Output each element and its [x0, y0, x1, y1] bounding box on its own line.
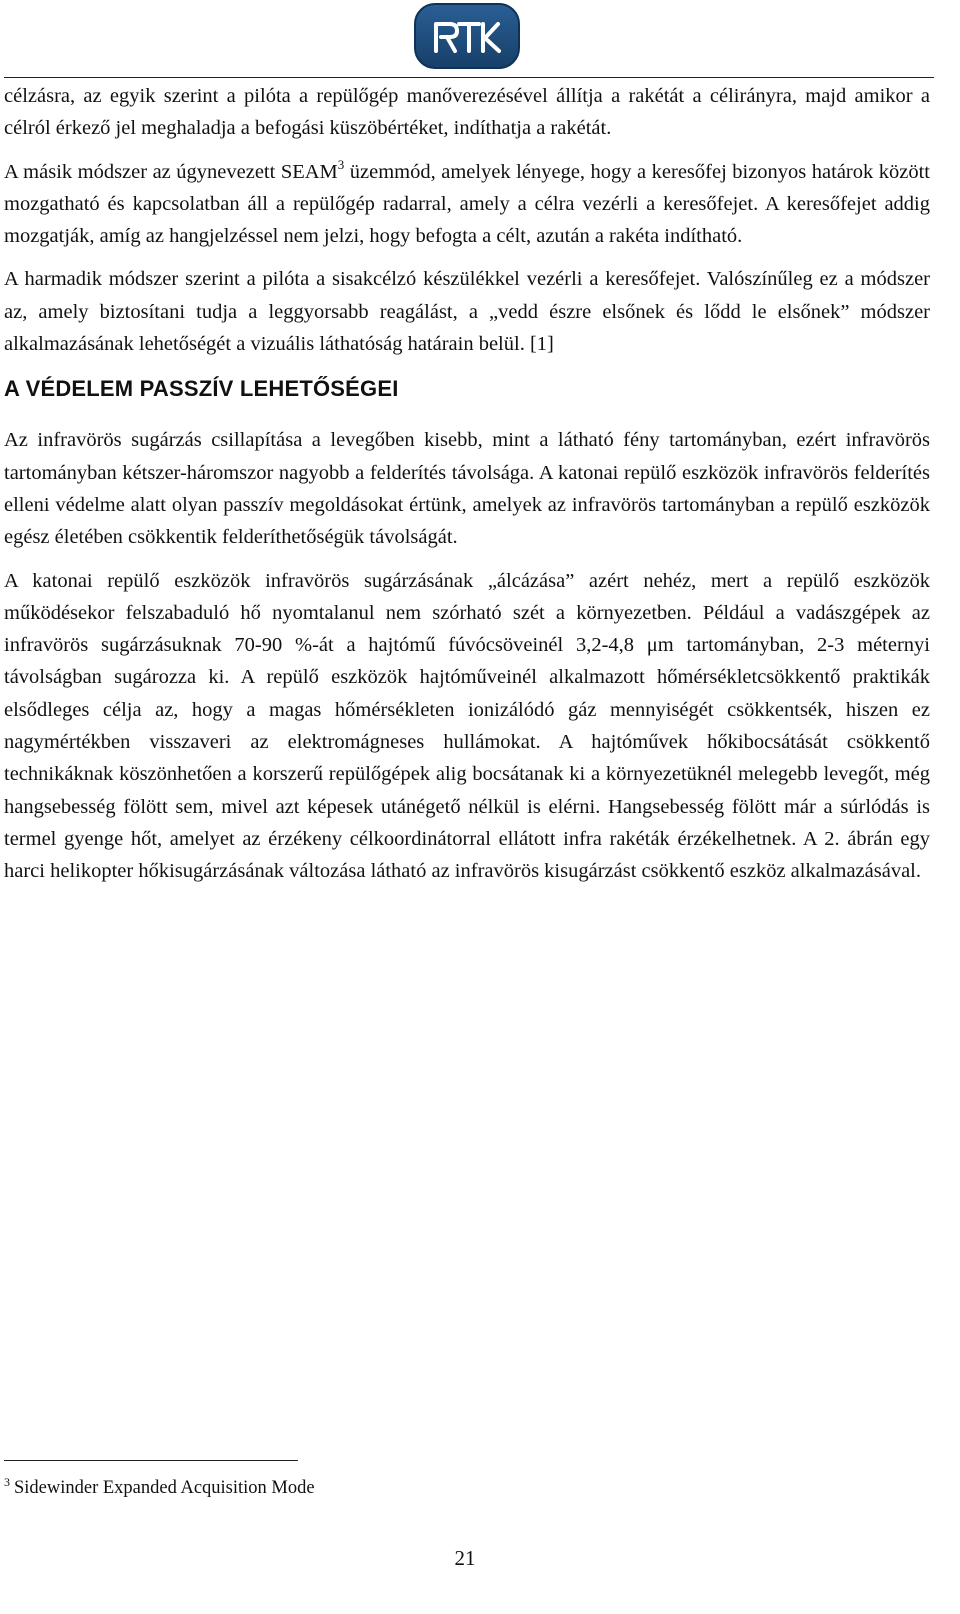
paragraph-2-rest: üzemmód, amelyek lényege, hogy a keresőfej bizonyos határok között mozgatható és kapcsolatban áll a repülőgép radarral, amely a célra vezérli a keresőfejet. A keresőfejet addig mozgatják, amíg az hangjelzéssel nem jelzi, hogy befogta a célt, azután a rakéta indítható. — [4, 160, 930, 248]
footnote-text: Sidewinder Expanded Acquisition Mode — [14, 1478, 315, 1498]
paragraph-5: A katonai repülő eszközök infravörös sugárzásának „álcázása” azért nehéz, mert a repülő eszközök működésekor felszabaduló hő nyomtalanul nem szórható szét a környezetben. Például a vadászgépek az infravörös sugárzásuknak 70-90 %-át a hajtómű fúvócsöveinél 3,2-4,8 μm tartományban, 2-3 méternyi távolságban sugározza ki. A repülő eszközök hajtóműveinél alkalmazott hőmérsékletcsökkentő praktikák elsődleges célja az, hogy a magas hőmérsékleten ionizálódó gáz mennyiségét csökkentsék, hiszen ez nagymértékben visszaveri az elektromágneses hullámokat. A hajtóművek hőkibocsátását csökkentő technikáknak köszönhetően a korszerű repülőgépek alig bocsátanak ki a környezetüknél melegebb levegőt, még hangsebesség fölött sem, mivel azt képesek utánégető nélkül is elérni. Hangsebesség fölött már a súrlódás is termel gyenge hőt, amelyet az érzékeny célkoordinátorral ellátott infra rakéták érzékelhetnek. A 2. ábrán egy harci helikopter hőkisugárzásának változása látható az infravörös kisugárzást csökkentő eszköz alkalmazásával. — [4, 569, 930, 883]
document-body — [4, 80, 930, 899]
footnote-number: 3 — [4, 1475, 10, 1489]
footnote-reference[interactable]: 3 — [337, 156, 345, 172]
paragraph-3: A harmadik módszer szerint a pilóta a sisakcélzó készülékkel vezérli a keresőfejet. Valószínűleg ez a módszer az, amely biztosítani tudja a leggyorsabb reagálást, a „vedd észre elsőnek és lődd le elsőnek” módszer alkalmazásának lehetőségét a vizuális láthatóság határain belül. [1] — [4, 268, 930, 356]
paragraph-2 — [4, 156, 930, 253]
paragraph-2-start: A másik módszer az úgynevezett SEAM — [4, 160, 338, 183]
paragraph-1: célzásra, az egyik szerint a pilóta a repülőgép manőverezésével állítja a rakétát a célirányra, majd amikor a célról érkező jel meghaladja a befogási küszöbértéket, indíthatja a rakétát. — [4, 85, 930, 140]
footnote — [4, 1475, 315, 1501]
page-number: 21 — [454, 1546, 476, 1570]
section-heading: A VÉDELEM PASSZÍV LEHETŐSÉGEI — [4, 376, 399, 402]
rtk-logo-badge — [412, 2, 522, 70]
footnote-divider — [4, 1460, 298, 1461]
header-divider — [4, 77, 934, 78]
paragraph-4: Az infravörös sugárzás csillapítása a levegőben kisebb, mint a látható fény tartományban, ezért infravörös tartományban kétszer-háromszor nagyobb a felderítés távolsága. A katonai repülő eszközök infravörös felderítés elleni védelme alatt olyan passzív megoldásokat értünk, amelyek az infravörös tartományban a repülő eszközök egész életében csökkentik felderíthetőségük távolságát. — [4, 429, 930, 549]
rtk-logo — [412, 2, 522, 70]
